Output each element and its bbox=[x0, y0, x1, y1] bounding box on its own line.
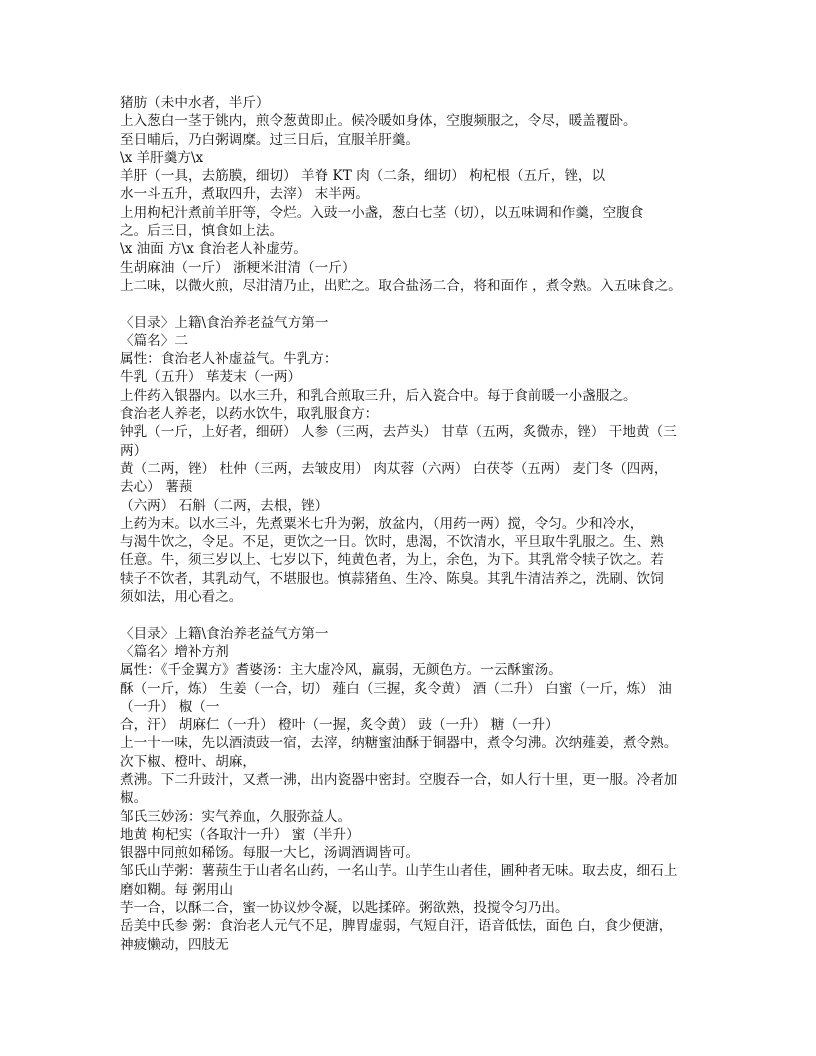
text-line: 之。后三日，慎食如上法。 bbox=[120, 223, 284, 240]
text-line: 黄（二两，锉） 杜仲（三两，去皱皮用） 肉苁蓉（六两） 白茯苓（五两） 麦门冬（四两， bbox=[120, 460, 668, 477]
text-line: 岳美中氏参 粥：食治老人元气不足，脾胃虚弱，气短自汗，语音低怯，面色 白，食少便溏， bbox=[120, 918, 673, 935]
text-line: \x 油面 方\x 食治老人补虚劳。 bbox=[120, 241, 307, 258]
text-line: 属性：食治老人补虚益气。牛乳方： bbox=[120, 351, 338, 368]
document-body bbox=[120, 94, 740, 954]
text-line: 羊肝（一具，去筋膜，细切） 羊脊 KT 肉（二条，细切） 枸杞根（五斤，锉，以 bbox=[120, 168, 606, 185]
text-line: \x 羊肝羹方\x bbox=[120, 149, 204, 166]
text-line: 地黄 枸杞实（各取汁一升） 蜜（半升） bbox=[120, 826, 360, 843]
text-line: 磨如糊。每 粥用山 bbox=[120, 881, 234, 898]
text-line: （一升） 椒（一 bbox=[120, 698, 220, 715]
text-line: 两） bbox=[120, 442, 148, 459]
text-line: 〈篇名〉增补方剂 bbox=[120, 643, 229, 660]
text-line: 椒。 bbox=[120, 790, 148, 807]
text-line: 至日晡后，乃白粥调糜。过三日后，宜服羊肝羹。 bbox=[120, 131, 420, 148]
blank-line bbox=[120, 606, 740, 624]
text-line: 与渴牛饮之，令足。不足，更饮之一日。饮时，患渴，不饮清水，平旦取牛乳服之。生、熟 bbox=[120, 534, 664, 551]
text-line: 猪肪（未中水者，半斤） bbox=[120, 95, 270, 111]
text-line: 水一斗五升，煮取四升，去滓） 末半两。 bbox=[120, 186, 370, 203]
blank-line bbox=[120, 295, 740, 313]
text-line: 邹氏山芋粥：薯蓣生于山者名山药，一名山芋。山芋生山者佳，圃种者无味。取去皮，细石上 bbox=[120, 863, 678, 880]
text-line: 上件药入银器内。以水三升，和乳合煎取三升，后入瓷合中。每于食前暖一小盏服之。 bbox=[120, 387, 637, 404]
text-line: 银器中同煎如稀饧。每服一大匕，汤调酒调皆可。 bbox=[120, 845, 420, 862]
text-line: 须如法，用心看之。 bbox=[120, 589, 243, 606]
text-line: 合，汗） 胡麻仁（一升） 橙叶（一握，炙令黄） 豉（一升） 糖（一升） bbox=[120, 717, 559, 734]
text-line: 神疲懒动，四肢无 bbox=[120, 936, 229, 953]
text-line: 酥（一斤，炼） 生姜（一合，切） 薤白（三握，炙令黄） 酒（二升） 白蜜（一斤，炼） 油 bbox=[120, 680, 672, 697]
text-line: 生胡麻油（一斤） 浙粳米泔清（一斤） bbox=[120, 259, 356, 276]
text-line: 食治老人养老，以药水饮牛，取乳服食方： bbox=[120, 406, 379, 423]
text-line: 犊子不饮者，其乳动气，不堪服也。慎蒜猪鱼、生冷、陈臭。其乳牛清洁养之，洗刷、饮饲 bbox=[120, 570, 664, 587]
text-line: 去心） 薯蓣 bbox=[120, 479, 193, 496]
text-line: 邹氏三妙汤：实气养血，久服弥益人。 bbox=[120, 808, 352, 825]
text-line: 属性：《千金翼方》耆婆汤：主大虚冷风，羸弱，无颜色方。一云酥蜜汤。 bbox=[120, 662, 562, 679]
text-line: 次下椒、橙叶、胡麻， bbox=[120, 753, 256, 770]
text-line: 上用枸杞汁煮前羊肝等，令烂。入豉一小盏，葱白七茎（切），以五味调和作羹，空腹食 bbox=[120, 204, 644, 221]
text-line: 上一十一味，先以酒渍豉一宿，去滓，纳糖蜜油酥于铜器中，煮令匀沸。次纳薤姜，煮令熟。 bbox=[120, 735, 678, 752]
text-line: 上入葱白一茎于铫内，煎令葱黄即止。候冷暖如身体，空腹频服之，令尽，暖盖覆卧。 bbox=[120, 113, 637, 130]
text-line: 〈目录〉上籍\食治养老益气方第一 bbox=[120, 314, 329, 331]
text-line: 钟乳（一斤，上好者，细研） 人参（三两，去芦头） 甘草（五两，炙微赤，锉） 干地黄（三 bbox=[120, 424, 677, 441]
text-line: 上药为末。以水三斗，先煮粟米七升为粥，放盆内，（用药一两）搅，令匀。少和冷水， bbox=[120, 515, 644, 532]
text-line: 煮沸。下二升豉汁，又煮一沸，出内瓷器中密封。空腹吞一合，如人行十里，更一服。冷者加 bbox=[120, 771, 678, 788]
text-line: 〈目录〉上籍\食治养老益气方第一 bbox=[120, 625, 329, 642]
text-line: 任意。牛，须三岁以上、七岁以下，纯黄色者，为上，余色，为下。其乳常令犊子饮之。若 bbox=[120, 552, 664, 569]
text-line: 牛乳（五升） 荜茇末（一两） bbox=[120, 369, 302, 386]
text-line: 芋一合，以酥二合，蜜一协议炒令凝，以匙揉碎。粥欲熟，投搅令匀乃出。 bbox=[120, 900, 569, 917]
text-line: （六两） 石斛（二两，去根，锉） bbox=[120, 497, 329, 514]
text-line: 上二味，以微火煎，尽泔清乃止，出贮之。取合盐汤二合，将和面作 ，煮令熟。入五味食之。 bbox=[120, 277, 682, 294]
text-line: 〈篇名〉二 bbox=[120, 332, 188, 349]
